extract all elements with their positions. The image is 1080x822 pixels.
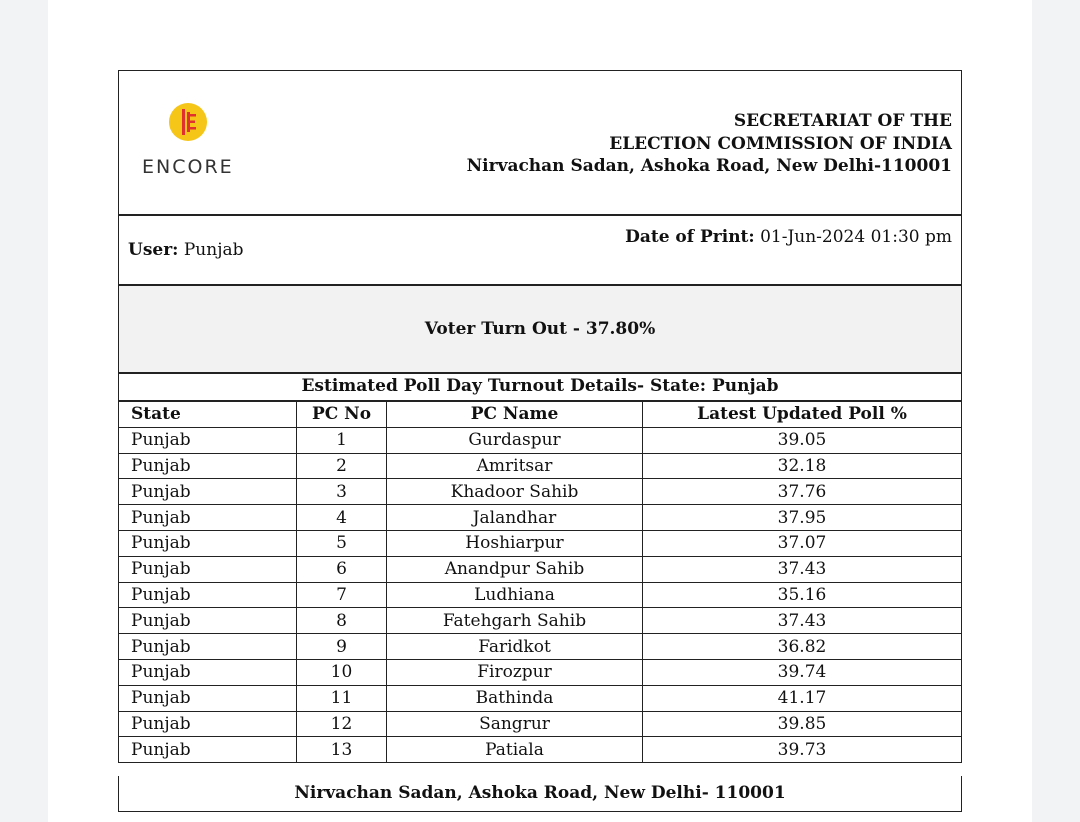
turnout-table: [118, 401, 962, 763]
table-row: [119, 479, 962, 505]
cell-poll-percent: 35.16: [643, 582, 962, 608]
table-header-row: [119, 402, 962, 428]
table-row: [119, 582, 962, 608]
cell-state: Punjab: [119, 711, 297, 737]
footer-address: Nirvachan Sadan, Ashoka Road, New Delhi- 110001: [118, 776, 962, 812]
table-row: [119, 711, 962, 737]
cell-pc-no: 10: [297, 659, 387, 685]
header-state: State: [119, 402, 297, 428]
cell-pc-no: 9: [297, 634, 387, 660]
encore-logo: [142, 102, 242, 182]
cell-pc-no: 1: [297, 427, 387, 453]
cell-pc-no: 3: [297, 479, 387, 505]
cell-pc-name: Fatehgarh Sahib: [387, 608, 643, 634]
cell-poll-percent: 39.73: [643, 737, 962, 763]
cell-pc-name: Faridkot: [387, 634, 643, 660]
user-label: User:: [128, 240, 179, 260]
cell-state: Punjab: [119, 659, 297, 685]
table-title: Estimated Poll Day Turnout Details- State: Punjab: [118, 374, 962, 401]
cell-pc-name: Gurdaspur: [387, 427, 643, 453]
table-row: [119, 737, 962, 763]
cell-state: Punjab: [119, 634, 297, 660]
cell-poll-percent: 39.85: [643, 711, 962, 737]
table-row: [119, 659, 962, 685]
header-line-2: ELECTION COMMISSION OF INDIA: [609, 133, 952, 154]
cell-pc-name: Patiala: [387, 737, 643, 763]
header-pc-no: PC No: [297, 402, 387, 428]
cell-state: Punjab: [119, 608, 297, 634]
cell-poll-percent: 36.82: [643, 634, 962, 660]
print-date-label: Date of Print:: [625, 227, 755, 247]
cell-poll-percent: 37.43: [643, 608, 962, 634]
cell-poll-percent: 39.05: [643, 427, 962, 453]
cell-poll-percent: 37.95: [643, 505, 962, 531]
table-row: [119, 530, 962, 556]
table-row: [119, 634, 962, 660]
cell-pc-no: 5: [297, 530, 387, 556]
cell-pc-name: Amritsar: [387, 453, 643, 479]
encore-logo-icon: [168, 102, 208, 142]
print-date: [625, 227, 952, 247]
cell-pc-name: Ludhiana: [387, 582, 643, 608]
cell-poll-percent: 32.18: [643, 453, 962, 479]
cell-pc-no: 4: [297, 505, 387, 531]
table-row: [119, 556, 962, 582]
cell-state: Punjab: [119, 427, 297, 453]
cell-pc-name: Hoshiarpur: [387, 530, 643, 556]
cell-pc-name: Firozpur: [387, 659, 643, 685]
cell-state: Punjab: [119, 453, 297, 479]
cell-pc-no: 6: [297, 556, 387, 582]
cell-pc-name: Sangrur: [387, 711, 643, 737]
cell-state: Punjab: [119, 737, 297, 763]
cell-pc-no: 11: [297, 685, 387, 711]
header-poll-percent: Latest Updated Poll %: [643, 402, 962, 428]
header-line-1: SECRETARIAT OF THE: [733, 111, 952, 131]
cell-state: Punjab: [119, 530, 297, 556]
header-line-3: Nirvachan Sadan, Ashoka Road, New Delhi-110001: [466, 156, 952, 176]
cell-poll-percent: 37.76: [643, 479, 962, 505]
cell-state: Punjab: [119, 556, 297, 582]
cell-state: Punjab: [119, 479, 297, 505]
cell-state: Punjab: [119, 685, 297, 711]
header-pc-name: PC Name: [387, 402, 643, 428]
user-info: [128, 240, 243, 260]
cell-state: Punjab: [119, 582, 297, 608]
voter-turnout: Voter Turn Out - 37.80%: [424, 319, 656, 339]
cell-poll-percent: 37.07: [643, 530, 962, 556]
print-date-value: 01-Jun-2024 01:30 pm: [760, 227, 952, 247]
cell-poll-percent: 39.74: [643, 659, 962, 685]
cell-pc-name: Khadoor Sahib: [387, 479, 643, 505]
secretariat-address: [467, 110, 952, 178]
cell-pc-no: 7: [297, 582, 387, 608]
table-row: [119, 427, 962, 453]
cell-pc-name: Jalandhar: [387, 505, 643, 531]
cell-pc-name: Bathinda: [387, 685, 643, 711]
user-value: Punjab: [183, 240, 244, 260]
table-row: [119, 505, 962, 531]
table-row: [119, 608, 962, 634]
cell-poll-percent: 41.17: [643, 685, 962, 711]
cell-pc-no: 12: [297, 711, 387, 737]
logo-text: ENCORE: [142, 156, 234, 178]
cell-pc-no: 8: [297, 608, 387, 634]
table-row: [119, 685, 962, 711]
cell-pc-no: 2: [297, 453, 387, 479]
cell-pc-no: 13: [297, 737, 387, 763]
cell-state: Punjab: [119, 505, 297, 531]
table-row: [119, 453, 962, 479]
cell-pc-name: Anandpur Sahib: [387, 556, 643, 582]
cell-poll-percent: 37.43: [643, 556, 962, 582]
